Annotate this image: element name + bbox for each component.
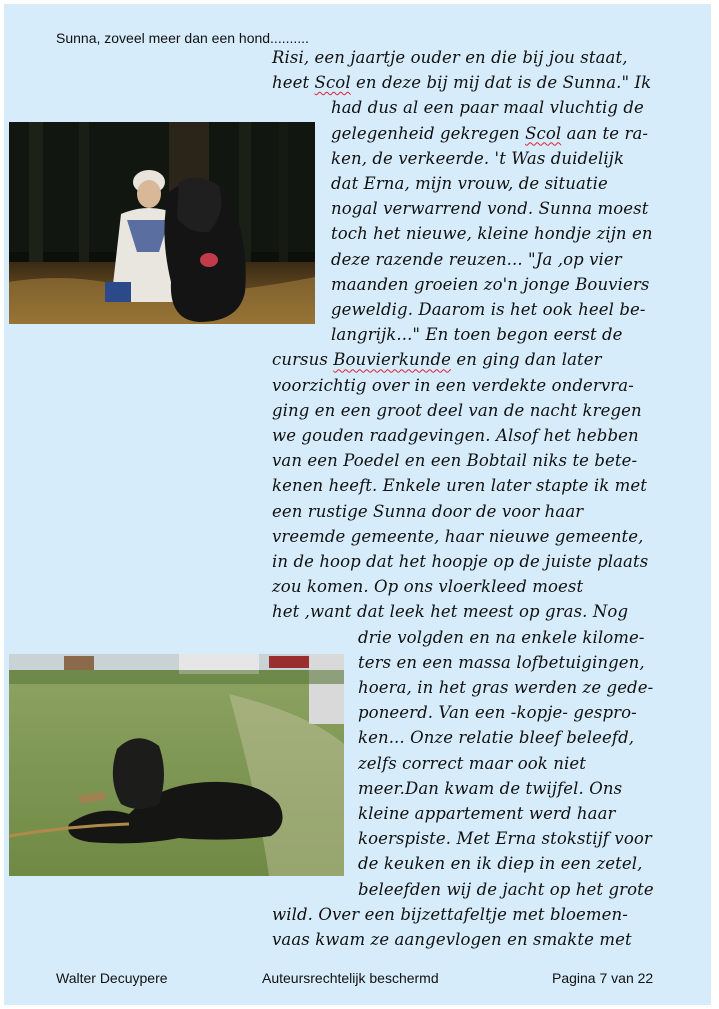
- photo-dog-on-grass-image: [9, 654, 344, 876]
- text-run: meer.Dan kwam de twijfel. Ons: [358, 778, 623, 798]
- text-run: beleefden wij de jacht op het grote: [358, 879, 654, 899]
- body-line: [272, 48, 628, 67]
- body-line: [272, 905, 628, 924]
- body-line: [272, 527, 644, 546]
- text-run: de keuken en ik diep in een zetel,: [358, 854, 643, 874]
- photo-woman-with-dog: [9, 122, 315, 324]
- text-run: deze razende reuzen... "Ja ,op vier: [331, 249, 622, 269]
- footer-page-number: Pagina 7 van 22: [552, 970, 654, 986]
- text-run: maanden groeien zo'n jonge Bouviers: [331, 274, 650, 294]
- text-run: langrijk..." En toen begon eerst de: [331, 325, 623, 345]
- text-run: in de hoop dat het hoopje op de juiste plaats: [272, 552, 649, 571]
- text-run: we gouden raadgevingen. Alsof het hebben: [272, 426, 639, 445]
- body-line: [272, 451, 637, 470]
- text-run: zou komen. Op ons vloerkleed moest: [272, 577, 584, 597]
- body-line: [358, 829, 652, 848]
- footer-copyright: Auteursrechtelijk beschermd: [262, 970, 439, 986]
- spellcheck-word: Bouvierkunde: [333, 350, 451, 370]
- body-line: [272, 577, 583, 596]
- text-run: cursus: [272, 350, 334, 370]
- text-run: nogal verwarrend vond. Sunna moest: [331, 199, 649, 219]
- body-line: [272, 350, 602, 369]
- body-line: [331, 174, 608, 193]
- text-run: en ging dan later: [450, 350, 602, 370]
- text-run: had dus al een paar maal vluchtig de: [331, 98, 644, 118]
- text-run: dat Erna, mijn vrouw, de situatie: [331, 174, 608, 193]
- text-run: ging en een groot deel van de nacht kregen: [272, 400, 642, 420]
- text-run: en deze bij mij dat is de Sunna." Ik: [350, 73, 652, 93]
- text-run: poneerd. Van een -kopje- gespro-: [358, 703, 637, 723]
- page-header-title: Sunna, zoveel meer dan een hond..........: [56, 30, 309, 46]
- text-run: wild. Over een bijzettafeltje met bloemen-: [272, 904, 628, 924]
- text-run: koerspiste. Met Erna stokstijf voor: [358, 829, 652, 849]
- text-run: voorzichtig over in een verdekte ondervra-: [272, 375, 634, 395]
- text-run: geweldig. Daarom is het ook heel be-: [331, 300, 646, 319]
- body-line: [358, 703, 637, 722]
- body-line: [272, 73, 651, 92]
- body-line: [331, 325, 623, 344]
- text-run: kenen heeft. Enkele uren later stapte ik met: [272, 476, 648, 496]
- spellcheck-word: Scol: [525, 123, 562, 143]
- body-line: [358, 854, 643, 873]
- body-line: [331, 224, 653, 243]
- text-run: gelegenheid gekregen: [331, 123, 526, 143]
- text-run: van een Poedel en een Bobtail niks te bete-: [272, 451, 638, 471]
- photo-woman-with-dog-image: [9, 122, 315, 324]
- body-line: [272, 930, 632, 949]
- body-line: [272, 376, 634, 395]
- photo-dog-on-grass: [9, 654, 344, 876]
- body-line: [272, 552, 648, 571]
- body-line: [272, 476, 647, 495]
- body-line: [272, 426, 639, 445]
- text-run: vreemde gemeente, haar nieuwe gemeente,: [272, 526, 644, 546]
- body-line: [331, 275, 649, 294]
- body-line: [331, 250, 622, 269]
- body-line: [358, 754, 586, 773]
- footer-author: Walter Decuypere: [56, 970, 168, 986]
- body-line: [272, 602, 628, 621]
- body-line: [358, 628, 645, 647]
- text-run: ken... Onze relatie bleef beleefd,: [358, 728, 635, 748]
- spellcheck-word: Scol: [314, 73, 351, 93]
- text-run: zelfs correct maar ook niet: [358, 753, 586, 773]
- body-line: [272, 401, 642, 420]
- text-run: heet: [272, 73, 315, 93]
- body-line: [331, 98, 644, 117]
- text-run: ken, de verkeerde. 't Was duidelijk: [331, 148, 625, 168]
- text-run: ters en een massa lofbetuigingen,: [358, 652, 645, 672]
- body-line: [331, 300, 646, 319]
- text-run: drie volgden en na enkele kilome-: [358, 627, 645, 647]
- body-line: [331, 124, 648, 143]
- body-line: [358, 779, 622, 798]
- text-run: Risi, een jaartje ouder en die bij jou staat,: [272, 48, 628, 67]
- body-line: [358, 804, 616, 823]
- text-run: hoera, in het gras werden ze gede-: [358, 678, 654, 697]
- body-line: [331, 149, 624, 168]
- text-run: aan te ra-: [561, 123, 649, 143]
- body-line: [358, 653, 645, 672]
- body-line: [331, 199, 648, 218]
- text-run: een rustige Sunna door de voor haar: [272, 501, 584, 521]
- body-line: [358, 678, 653, 697]
- text-run: het ,want dat leek het meest op gras. Nog: [272, 602, 629, 622]
- text-run: vaas kwam ze aangevlogen en smakte met: [272, 930, 632, 949]
- text-run: toch het nieuwe, kleine hondje zijn en: [331, 224, 653, 244]
- body-line: [272, 502, 583, 521]
- body-line: [358, 728, 634, 747]
- text-run: kleine appartement werd haar: [358, 804, 616, 823]
- body-line: [358, 880, 654, 899]
